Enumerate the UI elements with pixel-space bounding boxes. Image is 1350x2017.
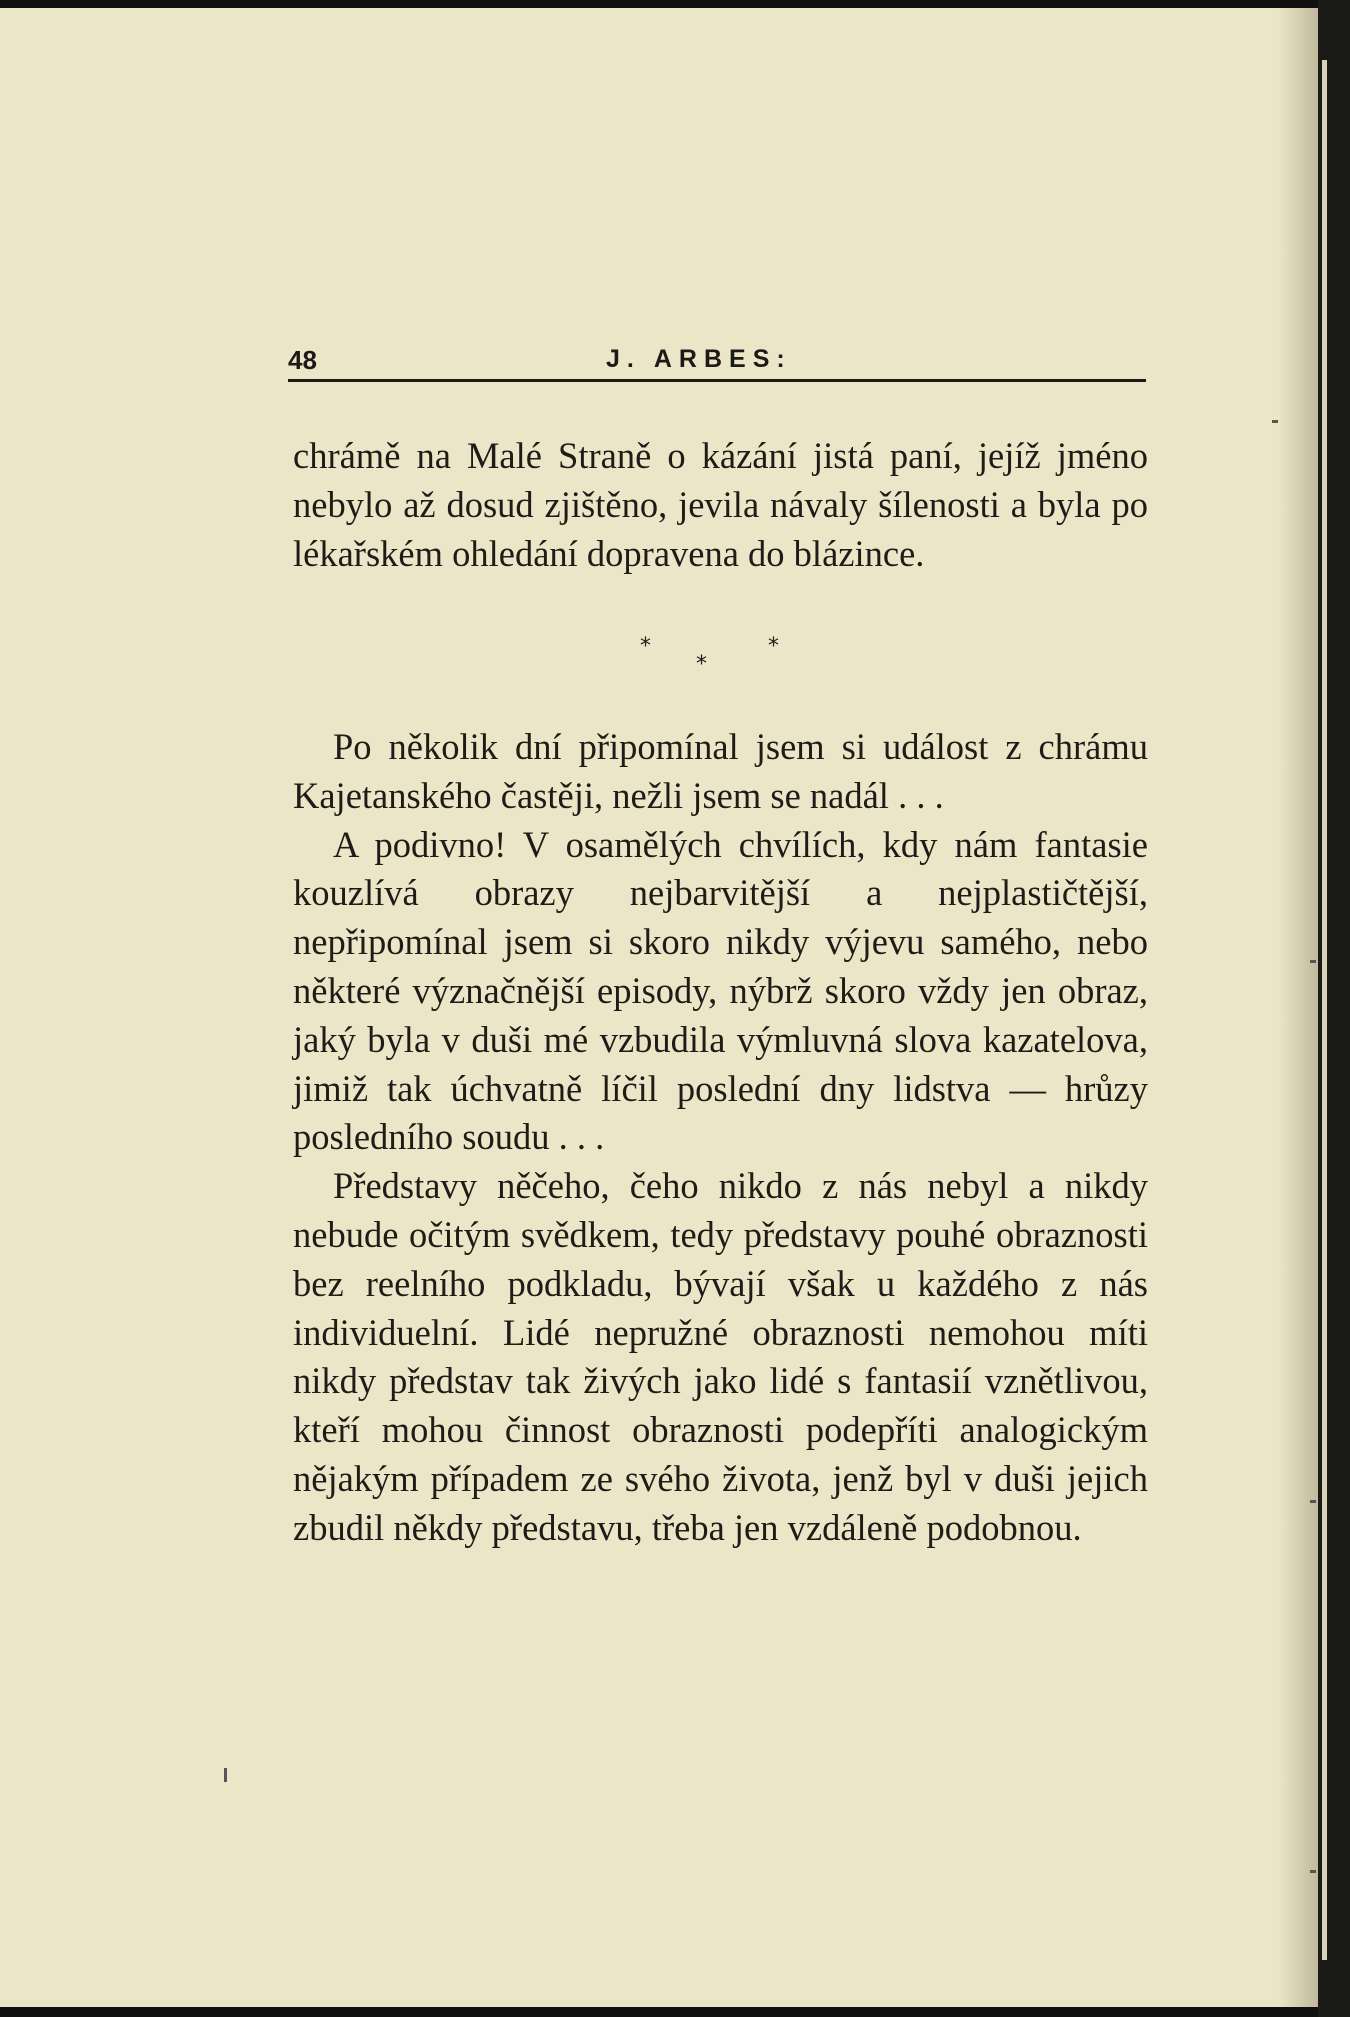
ink-speck bbox=[1310, 1870, 1316, 1873]
text-block-top bbox=[293, 432, 1148, 578]
separator-star: * bbox=[768, 634, 779, 659]
running-head: J. ARBES: bbox=[606, 345, 792, 373]
header-rule bbox=[288, 379, 1146, 382]
page-number: 48 bbox=[288, 345, 317, 375]
text-block-main bbox=[293, 723, 1148, 1553]
ink-speck bbox=[224, 1768, 227, 1782]
section-separator bbox=[640, 634, 800, 694]
ink-speck bbox=[1310, 1500, 1316, 1503]
ink-speck bbox=[1272, 420, 1278, 423]
separator-star: * bbox=[696, 652, 707, 677]
paragraph: A podivno! V osamělých chvílích, kdy nám fantasie kouzlívá obrazy nejbarvitější a nejplastičtější, nepřipomínal jsem si skoro nikdy výjevu samého, nebo některé význačnější episody, nýbrž skoro vždy jen obraz, jaký byla v duši mé vzbudila výmluvná slova kazatelova, jimiž tak úchvatně líčil poslední dny lidstva — hrůzy posledního soudu . . . bbox=[293, 823, 1148, 1158]
separator-star: * bbox=[640, 634, 651, 659]
ink-speck bbox=[1310, 960, 1316, 963]
paragraph: Po několik dní připomínal jsem si událost z chrámu Kajetanského častěji, nežli jsem se nadál . . . bbox=[293, 726, 1148, 816]
paragraph: chrámě na Malé Straně o kázání jistá paní, jejíž jméno nebylo až dosud zjištěno, jevila návaly šílenosti a byla po lékařském ohledání dopravena do blázince. bbox=[293, 435, 1148, 574]
page-edge-line bbox=[1322, 60, 1327, 1960]
paragraph: Představy něčeho, čeho nikdo z nás nebyl a nikdy nebude očitým svědkem, tedy představy pouhé obraznosti bez reelního podkladu, bývají však u každého z nás individuelní. Lidé nepružné obraznosti nemohou míti nikdy představ tak živých jako lidé s fantasií vznětlivou, kteří mohou činnost obraznosti podepříti analogickým nějakým případem ze svého života, jenž byl v duši jejich zbudil někdy představu, třeba jen vzdáleně podobnou. bbox=[293, 1165, 1148, 1548]
page-header bbox=[288, 345, 1146, 389]
